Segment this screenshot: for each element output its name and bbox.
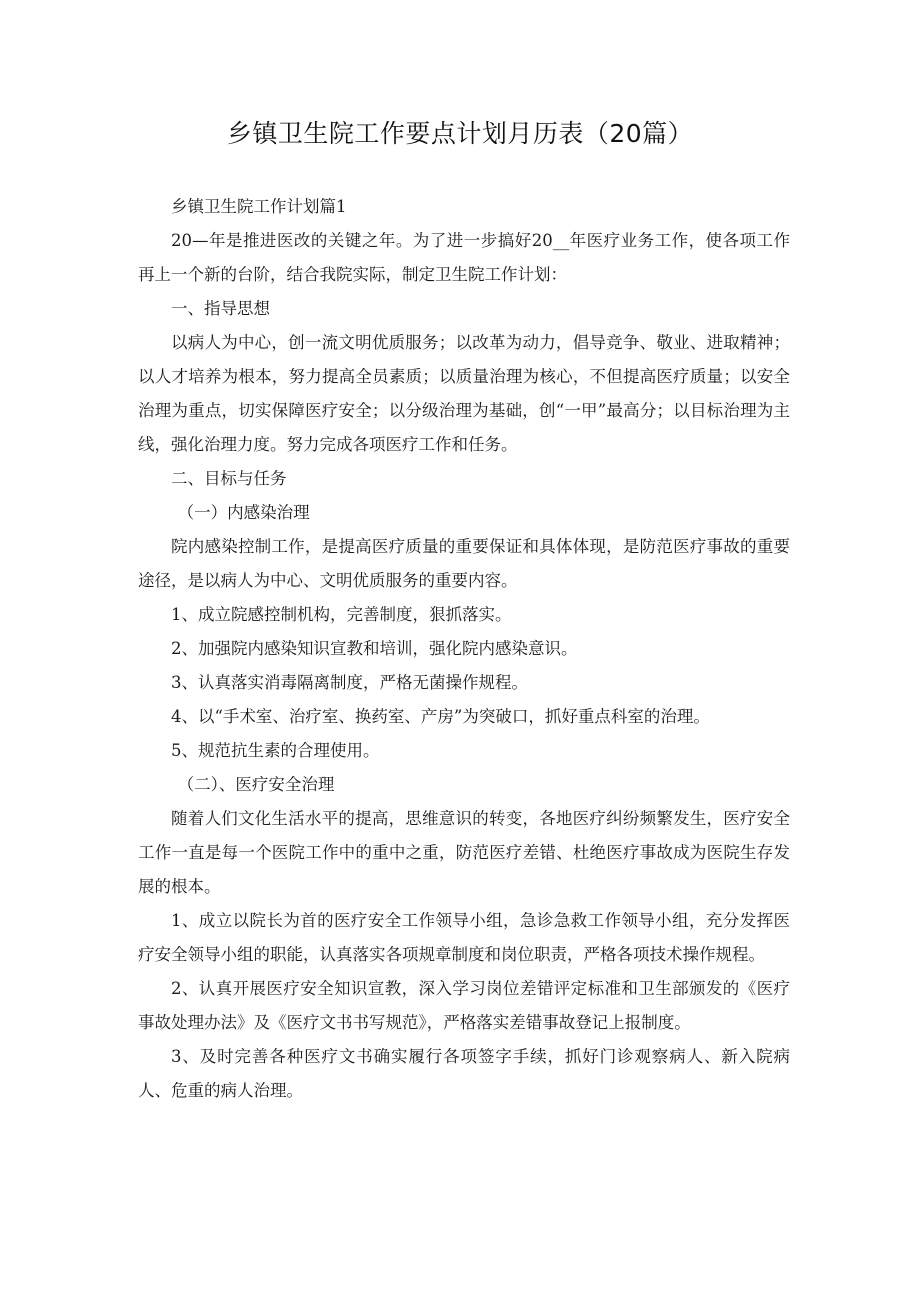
infection-control-paragraph: 院内感染控制工作，是提高医疗质量的重要保证和具体体现，是防范医疗事故的重要途径，是以病人为中心、文明优质服务的重要内容。 — [138, 537, 790, 590]
intro-paragraph: 20—年是推进医改的关键之年。为了进一步搞好20__年医疗业务工作，使各项工作再上一个新的台阶，结合我院实际，制定卫生院工作计划： — [138, 231, 790, 284]
infection-item-3: 3、认真落实消毒隔离制度，严格无菌操作规程。 — [171, 673, 528, 692]
heading-guiding-ideology: 一、指导思想 — [171, 299, 270, 318]
medical-safety-paragraph: 随着人们文化生活水平的提高，思维意识的转变，各地医疗纠纷频繁发生，医疗安全工作一直是每一个医院工作中的重中之重，防范医疗差错、杜绝医疗事故成为医院生存发展的根本。 — [138, 809, 790, 896]
document-body — [138, 190, 790, 1108]
section-heading-plan-1: 乡镇卫生院工作计划篇1 — [171, 197, 347, 216]
subheading-infection-control: （一）内感染治理 — [177, 503, 310, 522]
subheading-medical-safety: （二）、医疗安全治理 — [177, 775, 335, 794]
safety-item-2: 2、认真开展医疗安全知识宣教，深入学习岗位差错评定标准和卫生部颁发的《医疗事故处理办法》及《医疗文书书写规范》，严格落实差错事故登记上报制度。 — [138, 979, 790, 1032]
infection-item-2: 2、加强院内感染知识宣教和培训，强化院内感染意识。 — [171, 639, 578, 658]
infection-item-4: 4、以“手术室、治疗室、换药室、产房”为突破口，抓好重点科室的治理。 — [171, 707, 710, 726]
infection-item-1: 1、成立院感控制机构，完善制度，狠抓落实。 — [171, 605, 512, 624]
infection-item-5: 5、规范抗生素的合理使用。 — [171, 741, 380, 760]
safety-item-3: 3、及时完善各种医疗文书确实履行各项签字手续，抓好门诊观察病人、新入院病人、危重的病人治理。 — [138, 1047, 790, 1100]
safety-item-1: 1、成立以院长为首的医疗安全工作领导小组，急诊急救工作领导小组，充分发挥医疗安全领导小组的职能，认真落实各项规章制度和岗位职责，严格各项技术操作规程。 — [138, 911, 790, 964]
document-title: 乡镇卫生院工作要点计划月历表（20篇） — [226, 119, 694, 148]
guiding-ideology-paragraph: 以病人为中心，创一流文明优质服务；以改革为动力，倡导竞争、敬业、进取精神；以人才培养为根本，努力提高全员素质；以质量治理为核心，不但提高医疗质量；以安全治理为重点，切实保障医疗安全；以分级治理为基础，创“一甲”最高分；以目标治理为主线，强化治理力度。努力完成各项医疗工作和任务。 — [138, 333, 790, 454]
heading-goals-tasks: 二、目标与任务 — [171, 469, 287, 488]
